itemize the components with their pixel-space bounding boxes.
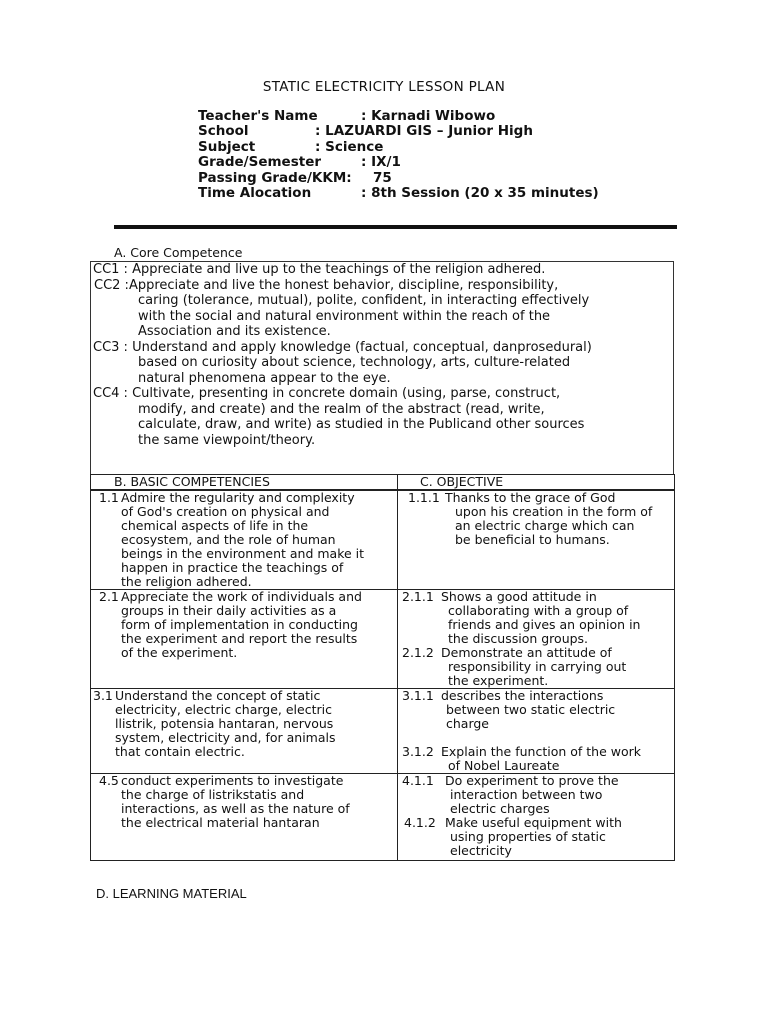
meta-label: Grade/Semester — [198, 154, 322, 171]
page-title: STATIC ELECTRICITY LESSON PLAN — [262, 79, 506, 95]
cc2-line: caring (tolerance, mutual), polite, confident, in interacting effectively — [138, 293, 590, 308]
item-line: Demonstrate an attitude of — [441, 645, 612, 660]
item-line: describes the interactions — [441, 688, 604, 703]
objective-header: C. OBJECTIVE — [420, 474, 504, 489]
cc3-line: CC3 : Understand and apply knowledge (factual, conceptual, danprosedural) — [93, 339, 592, 355]
item-line: the experiment. — [448, 673, 549, 688]
objective-item — [398, 774, 674, 816]
item-line: conduct experiments to investigate — [121, 773, 344, 788]
cc2-line: with the social and natural environment within the reach of the — [138, 308, 551, 324]
table-row — [91, 490, 675, 590]
item-line: Understand the concept of static — [115, 688, 321, 703]
item-line: using properties of static — [450, 829, 606, 844]
cc4-line: CC4 : Cultivate, presenting in concrete domain (using, parse, construct, — [93, 386, 561, 401]
table-row — [91, 774, 675, 861]
competency-objective-table — [90, 474, 675, 861]
item-line: Thanks to the grace of God — [445, 490, 616, 505]
item-line: Make useful equipment with — [445, 815, 622, 830]
item-line: ecosystem, and the role of human — [121, 532, 336, 547]
item-line: electricity — [450, 843, 512, 858]
competency-item — [91, 590, 397, 660]
header-divider — [114, 225, 677, 229]
objective-item — [398, 590, 674, 646]
item-line: beings in the environment and make it — [121, 546, 365, 561]
meta-value: : IX/1 — [361, 154, 401, 171]
objective-item — [398, 689, 674, 731]
cc2-line: CC2 :Appreciate and live the honest behavior, discipline, responsibility, — [94, 277, 559, 293]
item-line: the experiment and report the results — [121, 631, 358, 646]
cc1-line: CC1 : Appreciate and live up to the teachings of the religion adhered. — [93, 262, 546, 277]
cc4-line: the same viewpoint/theory. — [138, 432, 316, 448]
item-line: the religion adhered. — [121, 574, 252, 589]
item-line: of Nobel Laureate — [448, 758, 560, 773]
competency-cell — [91, 490, 398, 590]
item-number: 3.1 — [93, 688, 113, 703]
cc2-line: Association and its existence. — [138, 324, 331, 339]
competency-cell — [91, 590, 398, 689]
core-competence-text — [93, 262, 592, 448]
meta-value: 75 — [373, 169, 392, 186]
item-line: system, electricity and, for animals — [115, 730, 336, 745]
item-line: between two static electric — [446, 702, 616, 717]
item-number: 2.1.1 — [402, 589, 434, 604]
meta-value: : Karnadi Wibowo — [361, 108, 496, 124]
cc4-line: modify, and create) and the realm of the abstract (read, write, — [138, 401, 545, 417]
objective-cell — [398, 689, 675, 774]
item-line: the discussion groups. — [448, 631, 589, 646]
meta-value: : LAZUARDI GIS – Junior High — [315, 123, 533, 140]
item-line: happen in practice the teachings of — [121, 560, 344, 575]
section-d-heading: D. LEARNING MATERIAL — [96, 886, 247, 901]
cc3-line: natural phenomena appear to the eye. — [138, 370, 391, 386]
item-line: collaborating with a group of — [448, 603, 629, 618]
objective-item — [398, 646, 674, 688]
item-line: friends and gives an opinion in — [448, 617, 641, 632]
competency-item — [91, 491, 397, 589]
item-line: the charge of listrikstatis and — [121, 787, 305, 802]
meta-value: : 8th Session (20 x 35 minutes) — [361, 184, 599, 201]
item-number: 4.1.1 — [402, 773, 434, 788]
objective-cell — [398, 590, 675, 689]
section-a-heading: A. Core Competence — [114, 245, 243, 260]
item-number: 4.5 — [99, 773, 119, 788]
item-number: 3.1.1 — [402, 688, 434, 703]
objective-item — [398, 745, 674, 773]
objective-item — [398, 491, 674, 547]
competency-cell — [91, 689, 398, 774]
item-line: chemical aspects of life in the — [121, 518, 309, 533]
cc3-line: based on curiosity about science, technology, arts, culture-related — [138, 355, 571, 370]
meta-label: Time Alocation — [198, 184, 312, 201]
item-number: 4.1.2 — [404, 815, 436, 830]
competency-item — [91, 689, 397, 759]
table-row — [91, 590, 675, 689]
item-line: Shows a good attitude in — [441, 589, 597, 604]
meta-value: : Science — [315, 138, 384, 155]
item-line: groups in their daily activities as a — [121, 603, 337, 618]
meta-label: School — [198, 123, 249, 140]
item-line: an electric charge which can — [455, 518, 635, 533]
meta-label: Subject — [198, 138, 256, 155]
basic-competencies-header: B. BASIC COMPETENCIES — [114, 474, 270, 489]
item-line: interaction between two — [450, 787, 603, 802]
item-line: that contain electric. — [115, 744, 245, 759]
item-number: 1.1 — [99, 490, 119, 505]
item-number: 1.1.1 — [408, 490, 440, 505]
item-line: upon his creation in the form of — [455, 504, 653, 519]
item-line: Explain the function of the work — [441, 744, 642, 759]
item-number: 3.1.2 — [402, 744, 434, 759]
item-line: Appreciate the work of individuals and — [121, 589, 362, 604]
item-line: electric charges — [450, 801, 550, 816]
item-line: interactions, as well as the nature of — [121, 801, 350, 816]
item-line: of God's creation on physical and — [121, 504, 330, 519]
item-line: charge — [446, 716, 489, 731]
item-number: 2.1.2 — [402, 645, 434, 660]
table-row — [91, 689, 675, 774]
item-number: 2.1 — [99, 589, 119, 604]
objective-item — [398, 816, 674, 858]
item-line: electricity, electric charge, electric — [115, 702, 332, 717]
cc4-line: calculate, draw, and write) as studied in the Publicand other sources — [138, 417, 585, 432]
item-line: form of implementation in conducting — [121, 617, 358, 632]
item-line: Admire the regularity and complexity — [121, 490, 355, 505]
objective-cell — [398, 490, 675, 590]
table-header-row — [91, 475, 675, 491]
competency-cell — [91, 774, 398, 861]
item-line: llistrik, potensia hantaran, nervous — [115, 716, 334, 731]
header-cell — [398, 475, 675, 491]
header-cell — [91, 475, 398, 491]
item-line: be beneficial to humans. — [455, 532, 610, 547]
meta-label: Teacher's Name — [198, 108, 318, 124]
item-line: of the experiment. — [121, 645, 238, 660]
competency-item — [91, 774, 397, 830]
item-line: responsibility in carrying out — [448, 659, 627, 674]
objective-cell — [398, 774, 675, 861]
meta-label: Passing Grade/KKM: — [198, 169, 352, 186]
item-line: the electrical material hantaran — [121, 815, 320, 830]
item-line: Do experiment to prove the — [445, 773, 619, 788]
